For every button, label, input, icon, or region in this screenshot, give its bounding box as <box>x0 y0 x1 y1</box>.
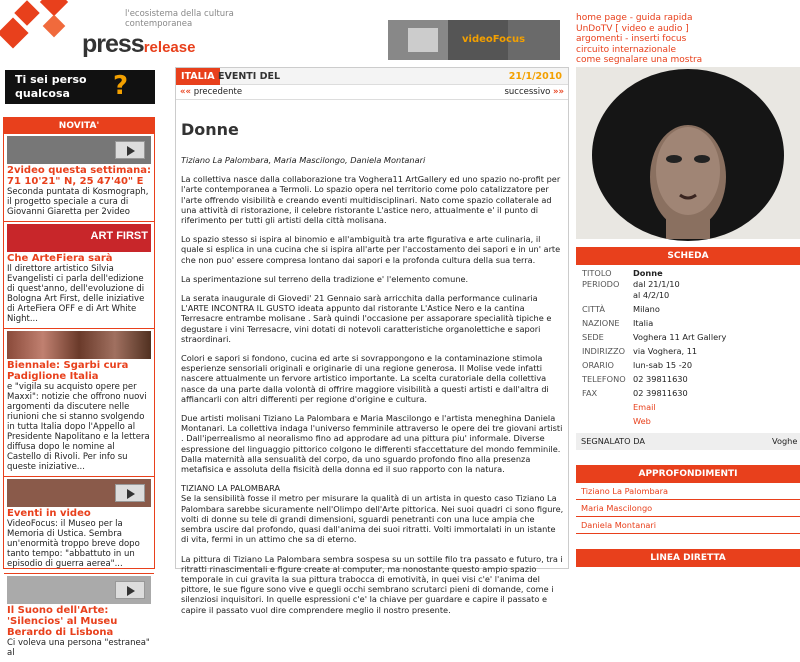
news-title[interactable]: Biennale: Sgarbi cura Padiglione Italia <box>7 360 129 382</box>
news-body: Seconda puntata di Kosmograph, il progetto speciale a cura di Giovanni Giaretta per 2video <box>7 187 149 217</box>
article-title: Donne <box>181 120 239 139</box>
news-item[interactable] <box>4 477 154 574</box>
web-link[interactable]: Web <box>633 416 651 426</box>
related-link[interactable]: Daniela Montanari <box>576 517 800 534</box>
news-body: Il direttore artistico Silvia Evangelisti ci parla dell'edizione di quest'anno, dell'evoluzione di Bologna Art First, delle iniziative di ArteFiera OFF e di Art White Night... <box>7 264 145 324</box>
news-item[interactable] <box>4 134 154 222</box>
reported-by-value[interactable]: Voghe <box>772 436 798 446</box>
news-thumbnail[interactable] <box>7 576 151 604</box>
approfondimenti-header: APPROFONDIMENTI <box>576 465 800 483</box>
info-sidebar <box>576 247 800 569</box>
missed-line-1: Ti sei perso <box>15 73 87 86</box>
portrait-illustration <box>576 67 800 239</box>
article-paragraph: Colori e sapori si fondono, cucina ed arte si sovrappongono e la contaminazione stimola esperienze sensoriali originali e originarie di una regione generosa. Il Molise vede infatti nascere attualmente un fervore artistico importante. La scelta curatoriale della collettiva nasce da una parte dalla volontà di offrire maggiore visibilità a questi artisti e dall'altra di affiancarli con altri differenti per regione d'origine e cultura. <box>181 353 549 404</box>
news-item[interactable] <box>4 222 154 329</box>
nav-link-circuito[interactable]: circuito internazionale <box>576 44 677 55</box>
news-body: VideoFocus: il Museo per la Memoria di Ustica. Sembra un'enormità troppo breve dopo tanto tempo: "abbattuto in un episodio di guerra aerea"... <box>7 519 140 569</box>
brand-accent: release <box>143 39 196 56</box>
article-panel <box>175 67 569 615</box>
nav-link-home[interactable]: home page - guida rapida <box>576 13 693 23</box>
nav-link-segnalare[interactable]: come segnalare una mostra <box>576 55 703 65</box>
news-title[interactable]: Il Suono dell'Arte: 'Silencios' al Museu Berardo di Lisbona <box>7 605 118 638</box>
news-title[interactable]: 2video questa settimana: 71 10'21" N, 25 47'40" E <box>7 165 151 187</box>
article-paragraph: Lo spazio stesso si ispira al binomio e all'ambiguità tra arte figurativa e arte culinaria, il quale si esplica in una cucina che si ispira all'arte per l'accostamento dei sapori e in un' arte che non puo' essere compresa lontano dai sapori e la profonda cultura della sua terra. <box>181 234 561 265</box>
scheda-row: NAZIONE Italia <box>582 318 654 328</box>
approfondimenti-box <box>576 465 800 534</box>
scheda-row: FAX 02 39811630 <box>582 388 688 398</box>
article-paragraph: TIZIANO LA PALOMBARA Se la sensibilità fosse il metro per misurare la qualità di un artista in questo caso Tiziano La Palombara sarebbe sicuramente nell'Olimpo dell'Arte pittorica. Nei suoi quadri ci sono figure, volti di donne su tele di grandi dimensioni, sguardi penetranti con una luce ampia che sembra uscire dal profondo, quasi dall'anima dei suoi ritratti. Volti immortalati in un istante di vita, fermi in un attimo che sa di eterno. <box>181 483 564 545</box>
brand-main: press <box>82 30 144 58</box>
news-thumbnail[interactable] <box>7 479 151 507</box>
scheda-row: TITOLO Donne <box>582 268 663 278</box>
site-header <box>0 0 800 65</box>
news-title[interactable]: Eventi in video <box>7 508 91 519</box>
scheda-row: PERIODO dal 21/1/10 <box>582 279 680 289</box>
article-paragraph: La collettiva nasce dalla collaborazione tra Voghera11 ArtGallery ed uno spazio no-profit per l'arte contemporanea a Termoli. Lo spazio opera nel territorio come polo catalizzatore per l'arte offrendo visibilità e creando eventi multidisciplinari. Nato come spazio collaterale ad una attività di ristorazione, il celebre ristorante L'astice nero, attualmente e' il punto di riferimento per tutti gli artisti della città molisana. <box>181 174 561 226</box>
missed-line-2: qualcosa <box>15 87 70 100</box>
news-body: e "vigila su acquisto opere per Maxxi": notizie che offrono nuovi argomenti da discutere nelle riunioni che si stanno svolgendo in tutta Italia dopo l'Appello al Presidente Napolitano e la lettera diffusa dopo le nomine al Castello di Rivoli. Per info su queste iniziative... <box>7 382 150 472</box>
next-arrow-icon: »» <box>553 87 564 97</box>
article-date: 21/1/2010 <box>508 71 562 82</box>
prev-arrow-icon: «« <box>180 87 191 97</box>
videofocus-banner[interactable] <box>388 20 560 60</box>
banner-label: videoFocus <box>462 34 526 45</box>
news-item[interactable] <box>4 329 154 477</box>
article-paragraph: La serata inaugurale di Giovedi' 21 Gennaio sarà arricchita dalla performance culinaria L'ARTE INCONTRA IL GUSTO ideata appunto dal ristorante L'Astice Nero e la cantina Terresacre entrambe molisane . Sarà quindi l'occasione per assaporare specialità tipiche e degustare i vini Terresacre, vini dotati di notevoli caratteristiche organolettiche e sapori straordinari. <box>181 293 552 344</box>
news-thumbnail[interactable] <box>7 331 151 359</box>
news-title[interactable]: Che ArteFiera sarà <box>7 253 113 264</box>
reported-by-bar <box>576 433 800 450</box>
scheda-row: SEDE Voghera 11 Art Gallery <box>582 332 727 342</box>
scheda-row: al 4/2/10 <box>633 290 670 300</box>
scheda-row: TELEFONO 02 39811630 <box>582 374 688 384</box>
scheda-row: ORARIO lun-sab 15 -20 <box>582 360 693 370</box>
site-brand[interactable] <box>82 30 195 59</box>
logo-mark[interactable] <box>0 0 80 60</box>
site-tagline: l'ecosistema della cultura contemporanea <box>125 9 234 29</box>
article-pager <box>176 85 568 100</box>
news-thumbnail[interactable] <box>7 224 151 252</box>
article-authors: Tiziano La Palombara, Maria Mascilongo, Daniela Montanari <box>181 155 426 165</box>
art-first-logo: ART FIRST <box>90 230 148 242</box>
news-thumbnail[interactable] <box>7 136 151 164</box>
play-icon <box>115 581 145 599</box>
reported-by-label: SEGNALATO DA <box>581 436 645 446</box>
play-icon <box>115 141 145 159</box>
article-paragraph: La sperimentazione sul terreno della tradizione e' l'elemento comune. <box>181 273 469 284</box>
artwork-image[interactable] <box>576 67 800 239</box>
scheda-row: CITTÀ Milano <box>582 304 660 314</box>
next-link[interactable] <box>504 85 564 100</box>
scheda-row <box>576 402 800 413</box>
question-mark-icon: ? <box>113 71 129 101</box>
prev-link[interactable] <box>180 85 242 100</box>
related-link[interactable]: Maria Mascilongo <box>576 500 800 517</box>
section-label[interactable]: ITALIA <box>176 68 220 85</box>
related-link[interactable]: Tiziano La Palombara <box>576 483 800 500</box>
linea-diretta-header[interactable]: LINEA DIRETTA <box>576 549 800 567</box>
scheda-row <box>576 416 800 427</box>
play-icon <box>115 484 145 502</box>
news-body: Ci voleva una persona "estranea" al <box>7 638 150 658</box>
news-sidebar <box>3 117 155 658</box>
article-paragraph: La pittura di Tiziano La Palombara sembra sospesa su un sottile filo tra passato e futuro, tra i ritratti rinascimentali e figure create al computer, ma nonostante questo ampio spazio temporale in cui gravita la sua pittura trabocca di emotività, in quei visi c'e' l'anima del pittore, le sue figure sono vive e quegli occhi sembrano scrutarci pieni di domande, come i silenziosi inquisitori. In quelle espressioni c'e' la chiave per guardare e capire il passato e capire il passato vuol dire comprendere meglio il nostro presente. <box>181 553 563 615</box>
nav-link-argomenti[interactable]: argomenti - inserti focus <box>576 34 687 44</box>
top-nav <box>576 13 800 66</box>
linea-diretta-box <box>576 549 800 567</box>
category-label: EVENTI DEL <box>218 71 281 82</box>
article-category-bar <box>176 68 568 85</box>
scheda-row: INDIRIZZO via Voghera, 11 <box>582 346 698 356</box>
news-item[interactable] <box>4 574 154 662</box>
article-paragraph: Due artisti molisani Tiziano La Palombara e Maria Mascilongo e l'artista meneghina Daniela Montanari. La collettiva indaga l'universo femminile attraverso le opere dei tre giovani artisti . Dall'iperrealismo al neoralismo fino ad approdare ad una pittura piu' informale. Diverse espressione del linguaggio pittorico colgono le differenti sfaccettature del mondo femminile. Dalla maternità alla sensualità del corpo, da uno sguardo profondo fino alla presenza metafisica e assoluta della fisicità della donna ed il suo rapporto con la natura. <box>181 413 563 475</box>
article-body <box>181 155 565 624</box>
scheda-header: SCHEDA <box>576 247 800 265</box>
prev-label: precedente <box>193 87 243 97</box>
next-label: successivo <box>504 87 551 97</box>
missed-something-box[interactable] <box>5 70 155 104</box>
news-header: NOVITA' <box>4 118 154 134</box>
email-link[interactable]: Email <box>633 402 656 412</box>
scheda-table <box>576 265 800 427</box>
nav-link-undotv[interactable]: UnDoTV [ video e audio ] <box>576 23 689 34</box>
